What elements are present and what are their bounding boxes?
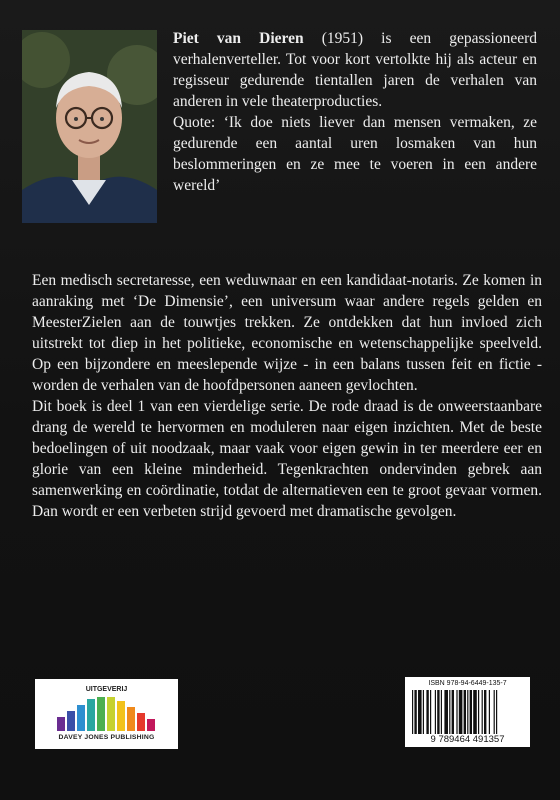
barcode-stripe xyxy=(437,690,439,734)
publisher-color-bar xyxy=(127,707,135,731)
publisher-color-bar xyxy=(57,717,65,731)
barcode-stripe xyxy=(470,690,472,734)
publisher-logo xyxy=(35,679,178,749)
publisher-color-bar xyxy=(147,719,155,731)
barcode-stripe xyxy=(444,690,448,734)
barcode-stripe xyxy=(459,690,463,734)
barcode-stripe xyxy=(473,690,477,734)
barcode-stripe xyxy=(456,690,457,734)
author-bio-text: (1951) is een gepassioneerd verhalenverteller. Tot voor kort vertolkte hij als acteur en regisseur gedurende tientallen jaren de verhalen van anderen in vele theaterproducties. xyxy=(173,30,537,110)
barcode-stripe xyxy=(464,690,466,734)
blurb-paragraph-1: Een medisch secretaresse, een weduwnaar en een kandidaat-notaris. Ze komen in aanraking met ‘De Dimensie’, een universum waar andere regels gelden en MeesterZielen aan de touwtjes trekken. Ze ontdekken dat hun invloed zich uitstrekt tot diep in het politieke, economische en wetenschappelijke speelveld. Op een bijzondere en meeslepende wijze - in een balans tussen feit en fictie - worden de verhalen van de hoofdpersonen aaneen gevlochten. xyxy=(32,272,542,394)
isbn-barcode xyxy=(405,677,530,747)
author-bio xyxy=(173,28,537,196)
barcode-stripe xyxy=(430,690,431,734)
publisher-color-bar xyxy=(117,701,125,731)
barcode-digits: 9 789464 491357 xyxy=(430,734,505,745)
publisher-color-bar xyxy=(87,699,95,731)
barcode-stripe xyxy=(467,690,468,734)
author-portrait-illustration xyxy=(22,30,157,223)
barcode-stripe xyxy=(441,690,442,734)
publisher-color-bar xyxy=(137,713,145,731)
publisher-name: DAVEY JONES PUBLISHING xyxy=(58,734,155,741)
barcode-stripe xyxy=(426,690,428,734)
barcode-stripe xyxy=(494,690,495,734)
publisher-color-bar xyxy=(97,697,105,731)
publisher-color-bars xyxy=(57,697,157,731)
barcode-stripe xyxy=(496,690,497,734)
barcode-stripe xyxy=(412,690,413,734)
barcode-stripe xyxy=(449,690,450,734)
barcode-stripe xyxy=(418,690,422,734)
barcode-stripe xyxy=(482,690,483,734)
barcode-stripe xyxy=(478,690,479,734)
barcode-bars xyxy=(412,690,523,734)
publisher-color-bar xyxy=(67,711,75,731)
barcode-stripe xyxy=(423,690,424,734)
barcode-stripe xyxy=(435,690,436,734)
author-photo xyxy=(22,30,157,223)
barcode-stripe xyxy=(452,690,454,734)
barcode-stripe xyxy=(489,690,490,734)
author-name: Piet van Dieren xyxy=(173,30,304,47)
isbn-label: ISBN 978-94-6449-135-7 xyxy=(428,680,507,687)
publisher-color-bar xyxy=(107,697,115,731)
blurb-paragraph-2: Dit boek is deel 1 van een vierdelige serie. De rode draad is de onweerstaanbare drang de wereld te hervormen en moduleren naar eigen inzichten. Met de beste bedoelingen of uit noodzaak, maar vaak voor eigen gewin in ter meerdere eer en glorie van een kleine minderheid. Tegenkrachten ondervinden gebrek aan samenwerking en coördinatie, totdat de alternatieven een te groot gevaar vormen. Dan wordt er een verbeten strijd gevoerd met dramatische gevolgen. xyxy=(32,398,542,520)
barcode-stripe xyxy=(414,690,416,734)
publisher-label: UITGEVERIJ xyxy=(85,686,128,693)
book-blurb xyxy=(32,270,542,522)
barcode-stripe xyxy=(484,690,486,734)
author-bio-paragraph xyxy=(173,28,537,112)
publisher-color-bar xyxy=(77,705,85,731)
author-quote: Quote: ‘Ik doe niets liever dan mensen vermaken, ze gedurende een aantal uren losmaken van hun beslommeringen en ze mee te voeren in een andere wereld’ xyxy=(173,114,537,194)
